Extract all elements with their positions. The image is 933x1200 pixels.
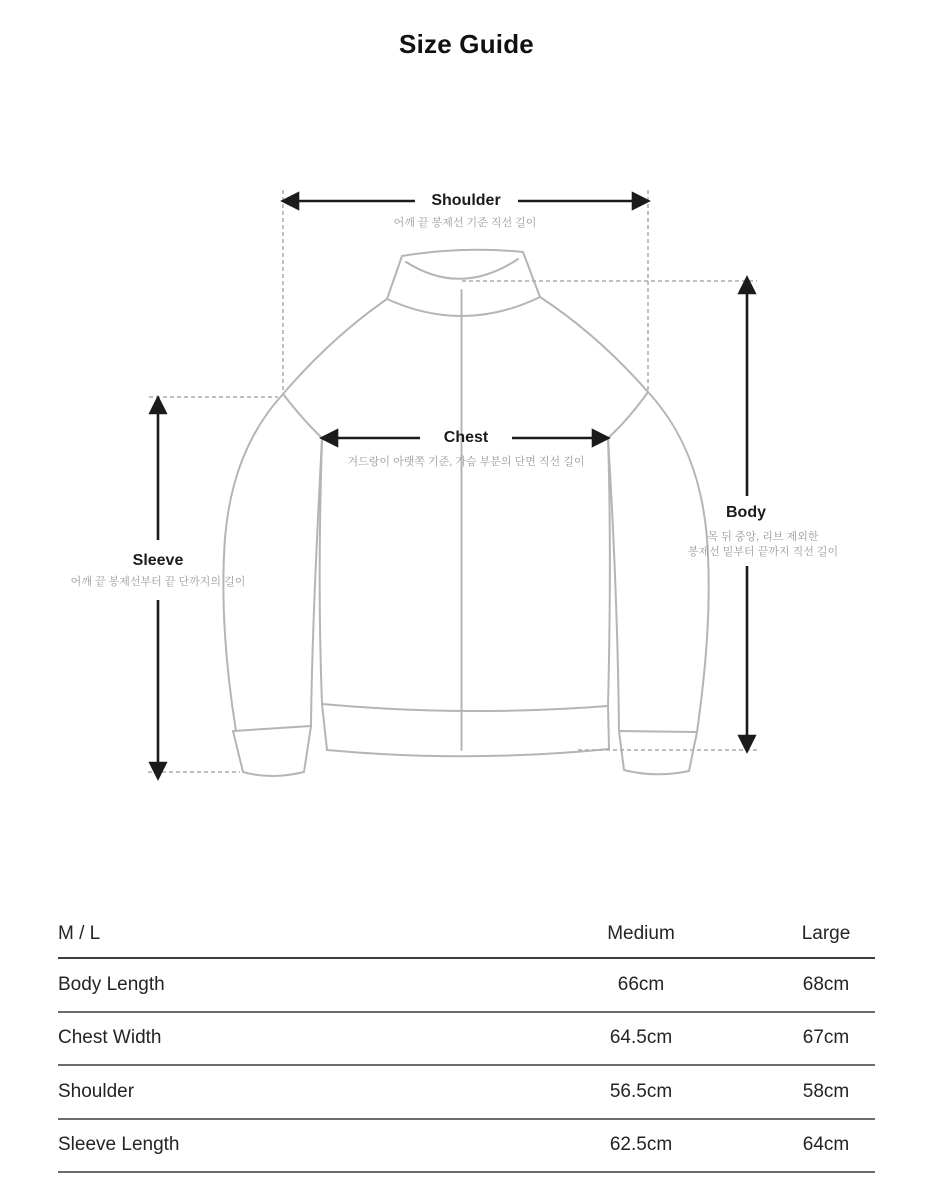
- chest-arrowhead-right: [593, 431, 608, 446]
- row-large-value: 68cm: [777, 958, 875, 1012]
- left-cuff: [233, 726, 311, 776]
- size-table-header-large: Large: [777, 911, 875, 958]
- left-shoulder-seam: [283, 299, 387, 394]
- size-table-header-row: [58, 911, 875, 958]
- sleeve-measure-label: Sleeve: [132, 552, 184, 569]
- row-label: Body Length: [58, 958, 505, 1012]
- right-cuff: [619, 731, 697, 774]
- row-label: Sleeve Length: [58, 1119, 505, 1173]
- shoulder-arrowhead-left: [283, 194, 298, 209]
- row-medium-value: 56.5cm: [505, 1065, 777, 1119]
- shoulder-arrowhead-right: [633, 194, 648, 209]
- measure-arrows: [151, 194, 755, 779]
- row-medium-value: 64.5cm: [505, 1012, 777, 1066]
- jacket-outline: [223, 250, 708, 776]
- size-table: [58, 911, 875, 1173]
- hem-bottom: [327, 749, 609, 756]
- left-body-side: [320, 440, 322, 704]
- row-large-value: 67cm: [777, 1012, 875, 1066]
- table-row: [58, 1065, 875, 1119]
- chest-arrowhead-left: [322, 431, 337, 446]
- hem-left-edge: [322, 704, 327, 750]
- right-shoulder-seam: [540, 297, 648, 392]
- sleeve-measure-desc: 어깨 끝 봉제선부터 끝 단까지의 길이: [70, 576, 246, 588]
- right-armhole-seam: [608, 392, 648, 438]
- shoulder-measure-desc: 어깨 끝 봉제선 기준 직선 길이: [393, 217, 537, 229]
- hem-top: [322, 704, 608, 711]
- body-measure-desc-line2: 봉제선 밑부터 끝까지 직선 길이: [687, 546, 839, 558]
- left-sleeve-outer: [223, 394, 283, 731]
- row-medium-value: 62.5cm: [505, 1119, 777, 1173]
- sleeve-arrowhead-top: [151, 398, 166, 413]
- table-row: [58, 958, 875, 1012]
- hem-right-edge: [608, 706, 609, 749]
- table-row: [58, 1012, 875, 1066]
- guide-lines: [148, 190, 757, 772]
- size-table-header-size: M / L: [58, 911, 505, 958]
- row-large-value: 64cm: [777, 1119, 875, 1173]
- row-large-value: 58cm: [777, 1065, 875, 1119]
- page-title: Size Guide: [399, 29, 534, 59]
- neckline-curve: [406, 259, 518, 279]
- shoulder-measure-label: Shoulder: [431, 192, 501, 209]
- right-sleeve-outer: [648, 392, 709, 732]
- chest-measure-label: Chest: [443, 429, 489, 446]
- row-label: Shoulder: [58, 1065, 505, 1119]
- left-armhole-seam: [283, 394, 322, 438]
- size-table-header-medium: Medium: [505, 911, 777, 958]
- row-medium-value: 66cm: [505, 958, 777, 1012]
- table-row: [58, 1119, 875, 1173]
- row-label: Chest Width: [58, 1012, 505, 1066]
- body-arrowhead-bottom: [740, 736, 755, 751]
- body-measure-desc-line1: 목 뒤 중앙, 리브 제외한: [707, 531, 819, 543]
- sleeve-arrowhead-bottom: [151, 763, 166, 778]
- chest-measure-desc: 겨드랑이 아랫쪽 기준, 가슴 부분의 단면 직선 길이: [347, 456, 585, 468]
- body-measure-label: Body: [726, 504, 766, 521]
